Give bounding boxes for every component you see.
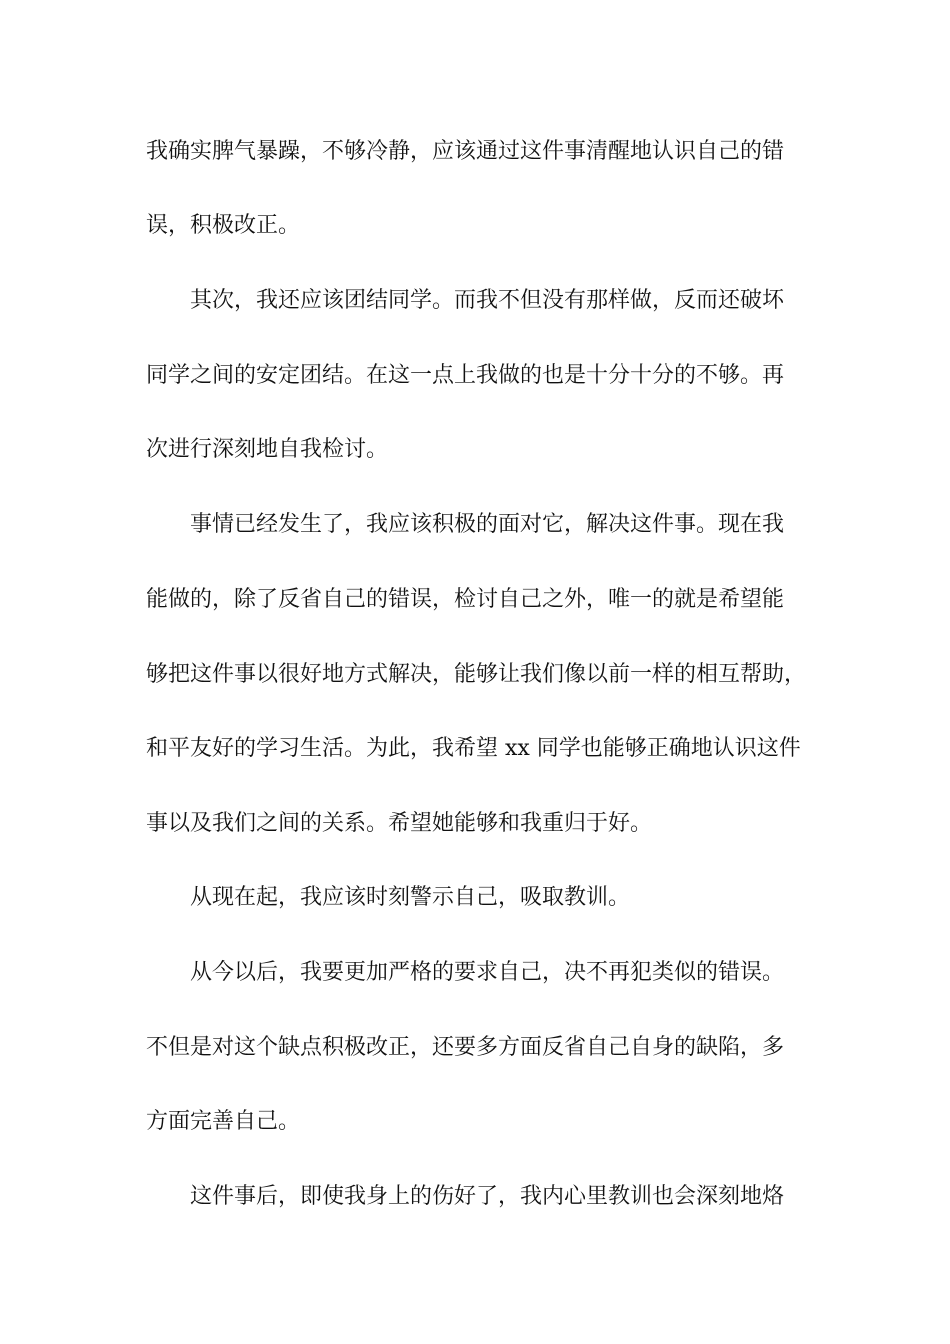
- paragraph-start-line: 事情已经发生了，我应该积极的面对它，解决这件事。现在我: [190, 512, 785, 537]
- text-line: 不但是对这个缺点积极改正，还要多方面反省自己自身的缺陷，多: [146, 1035, 785, 1060]
- paragraph-start-line: 从今以后，我要更加严格的要求自己，决不再犯类似的错误。: [190, 960, 785, 985]
- paragraph-start-line: 这件事后，即使我身上的伤好了，我内心里教训也会深刻地烙: [190, 1184, 785, 1209]
- text-line: 和平友好的学习生活。为此，我希望 xx 同学也能够正确地认识这件: [146, 736, 801, 761]
- text-line: 够把这件事以很好地方式解决，能够让我们像以前一样的相互帮助，: [146, 662, 807, 687]
- text-line: 方面完善自己。: [146, 1109, 301, 1134]
- text-line: 同学之间的安定团结。在这一点上我做的也是十分十分的不够。再: [146, 363, 785, 388]
- paragraph-start-line: 其次，我还应该团结同学。而我不但没有那样做，反而还破坏: [190, 288, 785, 313]
- text-line: 能做的，除了反省自己的错误，检讨自己之外，唯一的就是希望能: [146, 587, 785, 612]
- paragraph-start-line: 从现在起，我应该时刻警示自己，吸取教训。: [190, 885, 631, 910]
- text-line: 误，积极改正。: [146, 213, 301, 238]
- text-line: 我确实脾气暴躁，不够冷静，应该通过这件事清醒地认识自己的错: [146, 139, 785, 164]
- text-line: 次进行深刻地自我检讨。: [146, 437, 389, 462]
- text-line: 事以及我们之间的关系。希望她能够和我重归于好。: [146, 811, 653, 836]
